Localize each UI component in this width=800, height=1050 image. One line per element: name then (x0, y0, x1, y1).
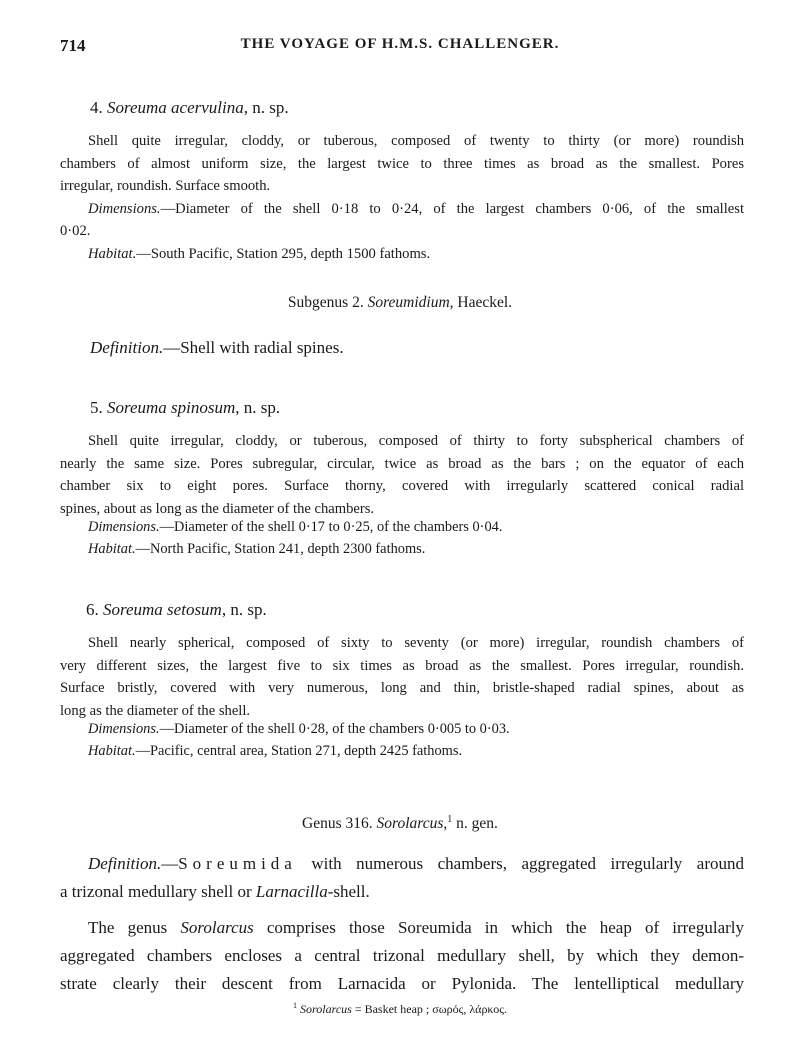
species-name: Soreuma acervulina (107, 98, 244, 117)
habitat-label: Habitat. (88, 245, 137, 262)
habitat-text: —Pacific, central area, Station 271, depth 2425 fathoms. (135, 743, 463, 759)
subgenus-name: Soreumidium (367, 294, 450, 311)
definition-italic: Larnacilla (255, 882, 328, 901)
genus-heading: Genus 316. Sorolarcus,$^1$ n. gen. (302, 814, 498, 833)
definition-genus (60, 850, 744, 906)
habitat-label: Habitat. (88, 743, 136, 759)
definition-subgenus (90, 338, 344, 358)
paragraph-line-1 (60, 914, 744, 942)
footnote-italic: Sorolarcus (300, 1002, 352, 1016)
species-6-habitat (88, 743, 462, 760)
definition-line-2 (60, 878, 744, 906)
dimensions-label: Dimensions. (88, 721, 160, 737)
species-name: Soreuma spinosum (107, 398, 236, 417)
definition-line-1-rest: with numerous chambers, aggregated irregularly around (296, 854, 744, 873)
description-line: nearly the same size. Pores subregular, circular, twice as broad as the bars ; on the equator of each (60, 455, 744, 472)
species-number: 6. (86, 600, 99, 619)
species-4-heading (90, 98, 289, 118)
species-name: Soreuma setosum (103, 600, 222, 619)
footnote-mark: 1 (447, 814, 453, 825)
dimensions-text: —Diameter of the shell 0·28, of the chambers 0·005 to 0·03. (159, 721, 510, 737)
habitat-text: —North Pacific, Station 241, depth 2300 fathoms. (135, 541, 426, 557)
running-title: THE VOYAGE OF H.M.S. CHALLENGER. (240, 36, 560, 52)
description-line: very different sizes, the largest five to six times as broad as the smallest. Pores irregular, roundish. (60, 657, 744, 674)
definition-line-2-pre: a trizonal medullary shell or (60, 882, 256, 901)
description-line: Shell nearly spherical, composed of sixty to seventy (or more) irregular, roundish chambers of (88, 635, 744, 651)
description-line: irregular, roundish. Surface smooth. (60, 178, 271, 194)
description-line: Shell quite irregular, cloddy, or tuberous, composed of twenty to thirty (or more) roundish (88, 133, 744, 149)
footnote-number: 1 (293, 1001, 298, 1010)
subgenus-suffix: , Haeckel. (449, 294, 513, 311)
dimensions-line (60, 198, 744, 221)
description-line: long as the diameter of the shell. (60, 702, 251, 719)
dimensions-label: Dimensions. (88, 200, 161, 217)
species-number: 4. (90, 98, 103, 117)
dimensions-text: —Diameter of the shell 0·17 to 0·25, of the chambers 0·04. (159, 519, 503, 535)
description-line: spines, about as long as the diameter of the chambers. (60, 500, 375, 517)
genus-prefix: Genus 316. (302, 815, 377, 833)
subgenus-prefix: Subgenus 2. (287, 294, 368, 311)
definition-dash: — (161, 854, 179, 873)
dimensions-text: —Diameter of the shell 0·18 to 0·24, of the largest chambers 0·06, of the smallest (160, 200, 744, 217)
paragraph-line-1-pre: The genus (88, 918, 181, 937)
footnote-text: = Basket heap ; σωρός, λάρκος. (351, 1002, 507, 1016)
species-5-habitat (88, 541, 425, 558)
paragraph-line-3: strate clearly their descent from Larnacida or Pylonida. The lentelliptical medullary (60, 974, 744, 993)
genus-paragraph (60, 914, 744, 998)
species-suffix: , n. sp. (235, 398, 281, 417)
species-suffix: , n. sp. (221, 600, 267, 619)
species-6-description (60, 632, 744, 722)
paragraph-line-2: aggregated chambers encloses a central trizonal medullary shell, by which they demon- (60, 946, 744, 965)
page-number: 714 (60, 36, 86, 55)
species-4-description (60, 130, 744, 265)
paragraph-line-1-post: comprises those Soreumida in which the heap of irregularly (253, 918, 744, 937)
species-5-heading (90, 398, 280, 418)
species-number: 5. (90, 398, 103, 417)
species-6-heading (86, 600, 267, 620)
definition-line-1 (60, 850, 744, 878)
genus-suffix: n. gen. (452, 815, 498, 833)
description-line: chambers of almost uniform size, the largest twice to three times as broad as the smallest. Pores (60, 155, 744, 172)
habitat-label: Habitat. (88, 541, 136, 557)
genus-name: Sorolarcus (376, 815, 444, 833)
species-suffix: , n. sp. (243, 98, 289, 117)
description-line: chamber six to eight pores. Surface thorny, covered with irregularly scattered conical radial (60, 478, 744, 494)
habitat-text: —South Pacific, Station 295, depth 1500 fathoms. (136, 245, 431, 262)
dimensions-continuation: 0·02. (60, 223, 91, 239)
paragraph-italic: Sorolarcus (180, 918, 254, 937)
definition-spaced-word: Soreumida (178, 854, 297, 873)
footnote (0, 1001, 800, 1017)
definition-label: Definition. (88, 854, 162, 873)
definition-label: Definition. (90, 338, 164, 357)
species-6-dimensions (88, 721, 510, 738)
habitat-line (60, 243, 744, 266)
definition-text: —Shell with radial spines. (163, 338, 344, 357)
description-line: Shell quite irregular, cloddy, or tuberous, composed of thirty to forty subspherical chambers of (88, 433, 744, 449)
dimensions-label: Dimensions. (88, 519, 160, 535)
subgenus-heading (0, 294, 800, 312)
species-5-description (60, 430, 744, 520)
description-line: Surface bristly, covered with very numerous, long and thin, bristle-shaped radial spines, about as (60, 680, 744, 696)
species-5-dimensions (88, 519, 502, 536)
definition-line-2-post: -shell. (327, 882, 370, 901)
